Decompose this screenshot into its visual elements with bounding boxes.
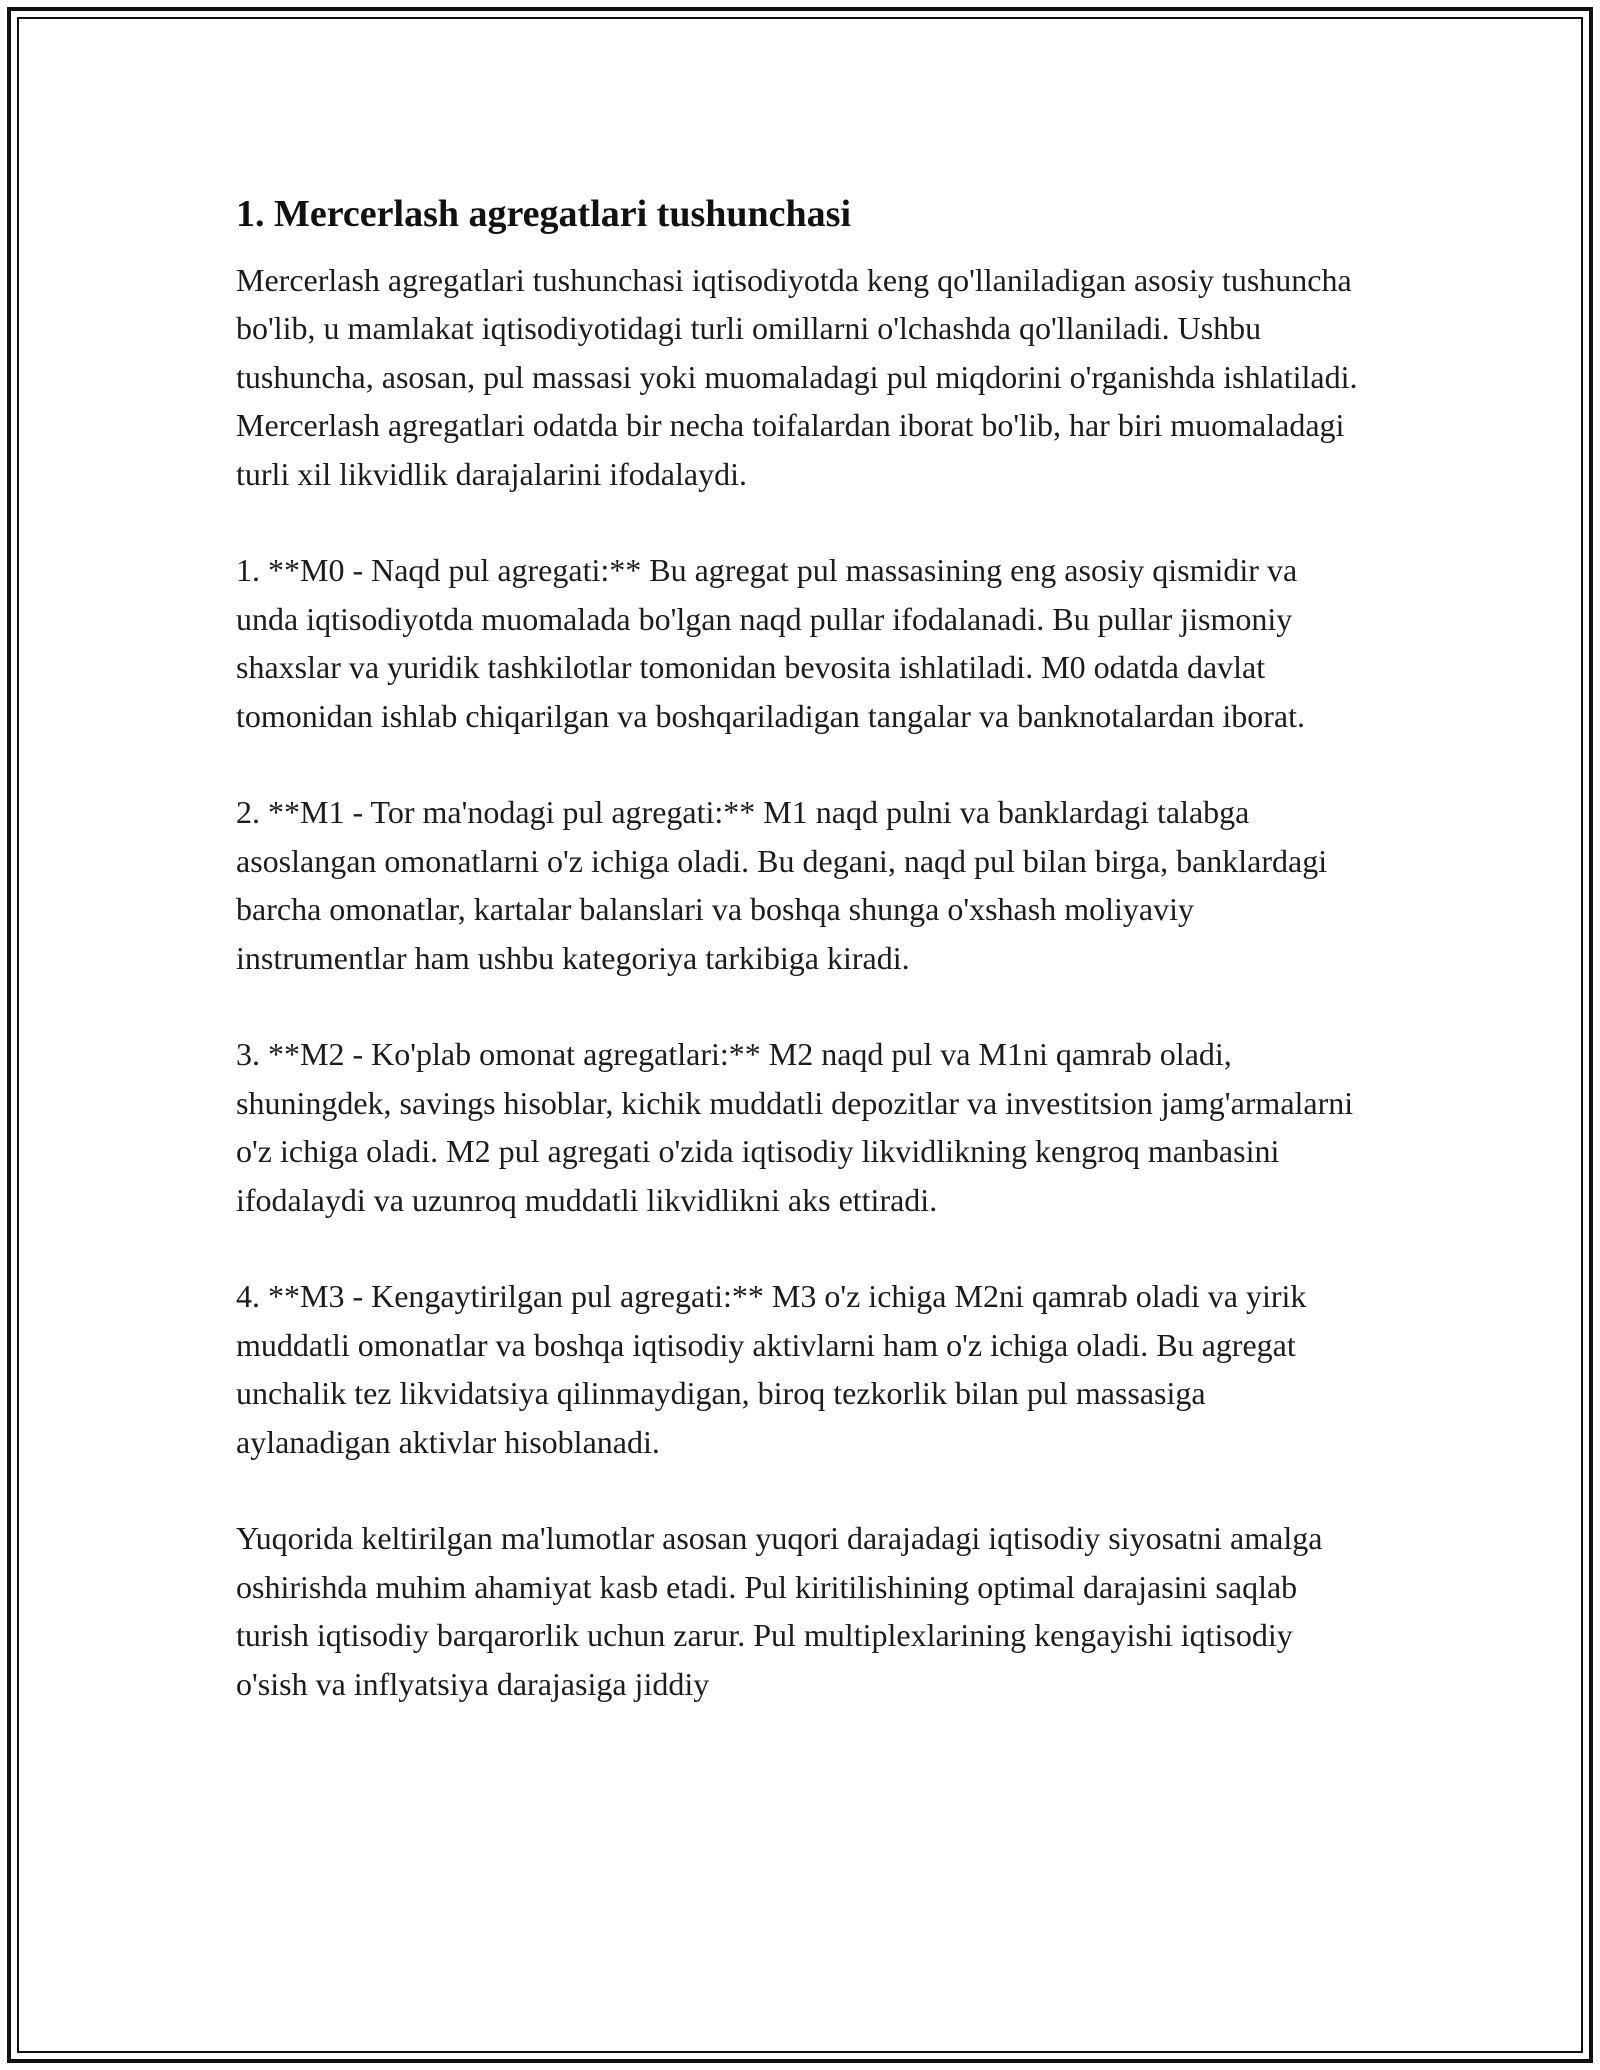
m2-paragraph: 3. **M2 - Ko'plab omonat agregatlari:** M2 naqd pul va M1ni qamrab oladi, shuningdek, savings hisoblar, kichik muddatli depozitlar va investitsion jamg'armalarni o'z ichiga oladi. M2 pul agregati o'zida iqtisodiy likvidlikning kengroq manbasini ifodalaydi va uzunroq muddatli likvidlikni aks ettiradi. [236, 1036, 1354, 1218]
section-title: 1. Mercerlash agregatlari tushunchasi [236, 193, 851, 235]
conclusion-paragraph: Yuqorida keltirilgan ma'lumotlar asosan yuqori darajadagi iqtisodiy siyosatni amalga oshirishda muhim ahamiyat kasb etadi. Pul kiritilishining optimal darajasini saqlab turish iqtisodiy barqarorlik uchun zarur. Pul multiplexlarining kengayishi iqtisodiy o'sish va inflyatsiya darajasiga jiddiy [236, 1520, 1323, 1702]
m3-paragraph: 4. **M3 - Kengaytirilgan pul agregati:** M3 o'z ichiga M2ni qamrab oladi va yirik muddatli omonatlar va boshqa iqtisodiy aktivlarni ham o'z ichiga oladi. Bu agregat unchalik tez likvidatsiya qilinmaydigan, biroq tezkorlik bilan pul massasiga aylanadigan aktivlar hisoblanadi. [236, 1278, 1307, 1460]
intro-paragraph: Mercerlash agregatlari tushunchasi iqtisodiyotda keng qo'llaniladigan asosiy tushuncha bo'lib, u mamlakat iqtisodiyotidagi turli omillarni o'lchashda qo'llaniladi. Ushbu tushuncha, asosan, pul massasi yoki muomaladagi pul miqdorini o'rganishda ishlatiladi. Mercerlash agregatlari odatda bir necha toifalardan iborat bo'lib, har biri muomaladagi turli xil likvidlik darajalarini ifodalaydi. [236, 262, 1358, 492]
m1-paragraph: 2. **M1 - Tor ma'nodagi pul agregati:** M1 naqd pulni va banklardagi talabga asoslangan omonatlarni o'z ichiga oladi. Bu degani, naqd pul bilan birga, banklardagi barcha omonatlar, kartalar balanslari va boshqa shunga o'xshash moliyaviy instrumentlar ham ushbu kategoriya tarkibiga kiradi. [236, 794, 1328, 976]
m0-paragraph: 1. **M0 - Naqd pul agregati:** Bu agregat pul massasining eng asosiy qismidir va unda iqtisodiyotda muomalada bo'lgan naqd pullar ifodalanadi. Bu pullar jismoniy shaxslar va yuridik tashkilotlar tomonidan bevosita ishlatiladi. M0 odatda davlat tomonidan ishlab chiqarilgan va boshqariladigan tangalar va banknotalardan iborat. [236, 552, 1305, 734]
document-body [236, 188, 1366, 1757]
